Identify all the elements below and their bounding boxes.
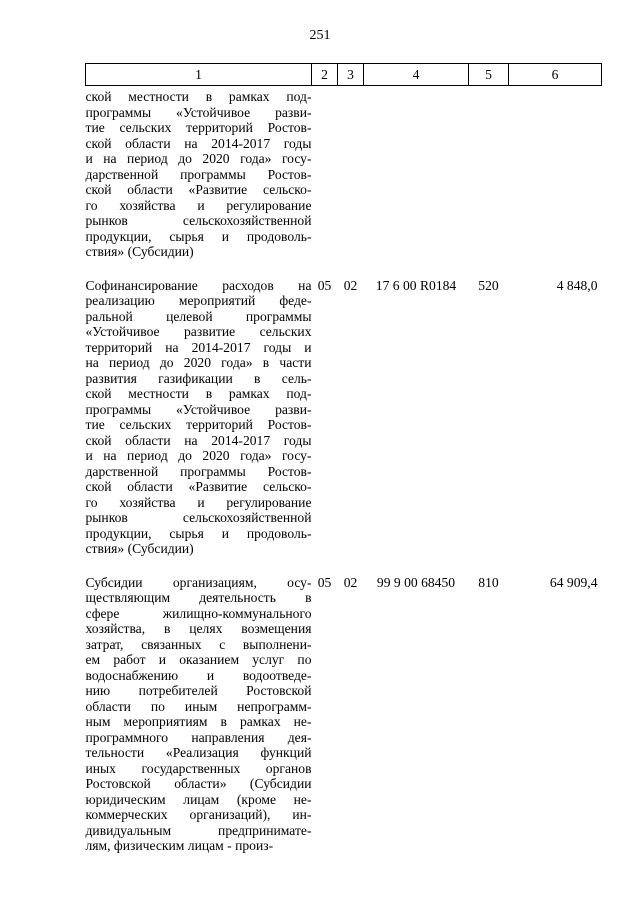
description-line: Субсидии организациям, осу-	[85, 574, 312, 590]
row-subsection: 02	[343, 574, 358, 590]
column-header-6: 6	[509, 64, 602, 86]
page-number: 251	[309, 28, 331, 43]
row-amount	[509, 86, 602, 278]
description-line: ствия» (Субсидии)	[85, 244, 194, 259]
description-line: водоснабжению и водоотведе-	[85, 667, 312, 683]
description-line: ской области «Развитие сельско-	[85, 479, 312, 494]
description-line: тельности «Реализация функций	[85, 745, 312, 760]
table-header-row	[86, 64, 602, 86]
description-line: затрат, связанных с выполнени-	[85, 636, 312, 652]
row-section: 05	[317, 574, 332, 590]
description-line: программы «Устойчивое разви-	[85, 401, 312, 417]
description-line: Софинансирование расходов на	[85, 277, 312, 293]
row-expense-type: 810	[478, 574, 499, 590]
row-subsection	[338, 86, 364, 278]
row-description	[86, 575, 312, 872]
table-body	[86, 86, 602, 872]
description-line: дивидуальным предпринимате-	[85, 822, 312, 838]
row-expense-type: 520	[478, 277, 499, 293]
row-section	[312, 86, 338, 278]
column-header-1: 1	[86, 64, 312, 86]
description-line: «Устойчивое развитие сельских	[85, 324, 312, 339]
description-line: ствия» (Субсидии)	[85, 541, 194, 556]
table-row	[86, 278, 602, 575]
column-header-4: 4	[364, 64, 469, 86]
row-target-code	[364, 86, 469, 278]
row-amount: 4 848,0	[556, 277, 598, 293]
column-header-2: 2	[312, 64, 338, 86]
description-line: Ростовской области» (Субсидии	[85, 776, 312, 791]
description-line: тие сельских территорий Ростов-	[85, 417, 312, 432]
description-line: рынков сельскохозяйственной	[85, 510, 312, 525]
table-row	[86, 575, 602, 872]
column-header-5: 5	[469, 64, 509, 86]
description-line: ской области на 2014-2017 годы	[85, 432, 312, 448]
description-line: ской местности в рамках под-	[85, 89, 312, 104]
description-line: ской области на 2014-2017 годы	[85, 135, 312, 151]
description-line: продукции, сырья и продоволь-	[85, 228, 312, 244]
description-line: ным мероприятиям в рамках не-	[85, 714, 312, 729]
description-line: дарственной программы Ростов-	[85, 463, 312, 479]
description-line: тие сельских территорий Ростов-	[85, 120, 312, 135]
description-line: лям, физическим лицам - произ-	[85, 838, 274, 853]
description-line: и на период до 2020 года» госу-	[85, 151, 312, 166]
description-line: программы «Устойчивое разви-	[85, 104, 312, 120]
description-line: развития газификации в сель-	[85, 370, 312, 386]
description-line: программного направления дея-	[85, 729, 312, 745]
description-line: ральной целевой программы	[85, 308, 312, 324]
description-line: территорий на 2014-2017 годы и	[85, 339, 312, 355]
row-description	[86, 278, 312, 575]
description-line: коммерческих организаций), ин-	[85, 807, 312, 822]
row-subsection: 02	[343, 277, 358, 293]
column-header-3: 3	[338, 64, 364, 86]
row-description	[86, 86, 312, 278]
description-line: области по иным непрограмм-	[85, 698, 312, 714]
description-line: го хозяйства и регулирование	[85, 494, 312, 510]
description-line: ской местности в рамках под-	[85, 386, 312, 401]
row-target-code: 17 6 00 R0184	[375, 277, 457, 293]
description-line: ем работ и оказанием услуг по	[85, 652, 312, 667]
description-line: реализацию мероприятий феде-	[85, 293, 312, 308]
row-target-code: 99 9 00 68450	[376, 574, 456, 590]
description-line: иных государственных органов	[85, 760, 312, 776]
description-line: и на период до 2020 года» госу-	[85, 448, 312, 463]
description-line: хозяйства, в целях возмещения	[85, 621, 312, 636]
row-amount: 64 909,4	[549, 574, 598, 590]
description-line: продукции, сырья и продоволь-	[85, 525, 312, 541]
budget-table	[85, 63, 602, 872]
description-line: дарственной программы Ростов-	[85, 166, 312, 182]
description-line: сфере жилищно-коммунального	[85, 605, 312, 621]
description-line: рынков сельскохозяйственной	[85, 213, 312, 228]
row-expense-type	[469, 86, 509, 278]
row-section: 05	[317, 277, 332, 293]
table-row	[86, 86, 602, 278]
description-line: на период до 2020 года» в части	[85, 355, 312, 370]
description-line: ществляющим деятельность в	[85, 590, 312, 605]
description-line: го хозяйства и регулирование	[85, 197, 312, 213]
description-line: нию потребителей Ростовской	[85, 683, 312, 698]
description-line: ской области «Развитие сельско-	[85, 182, 312, 197]
description-line: юридическим лицам (кроме не-	[85, 791, 312, 807]
